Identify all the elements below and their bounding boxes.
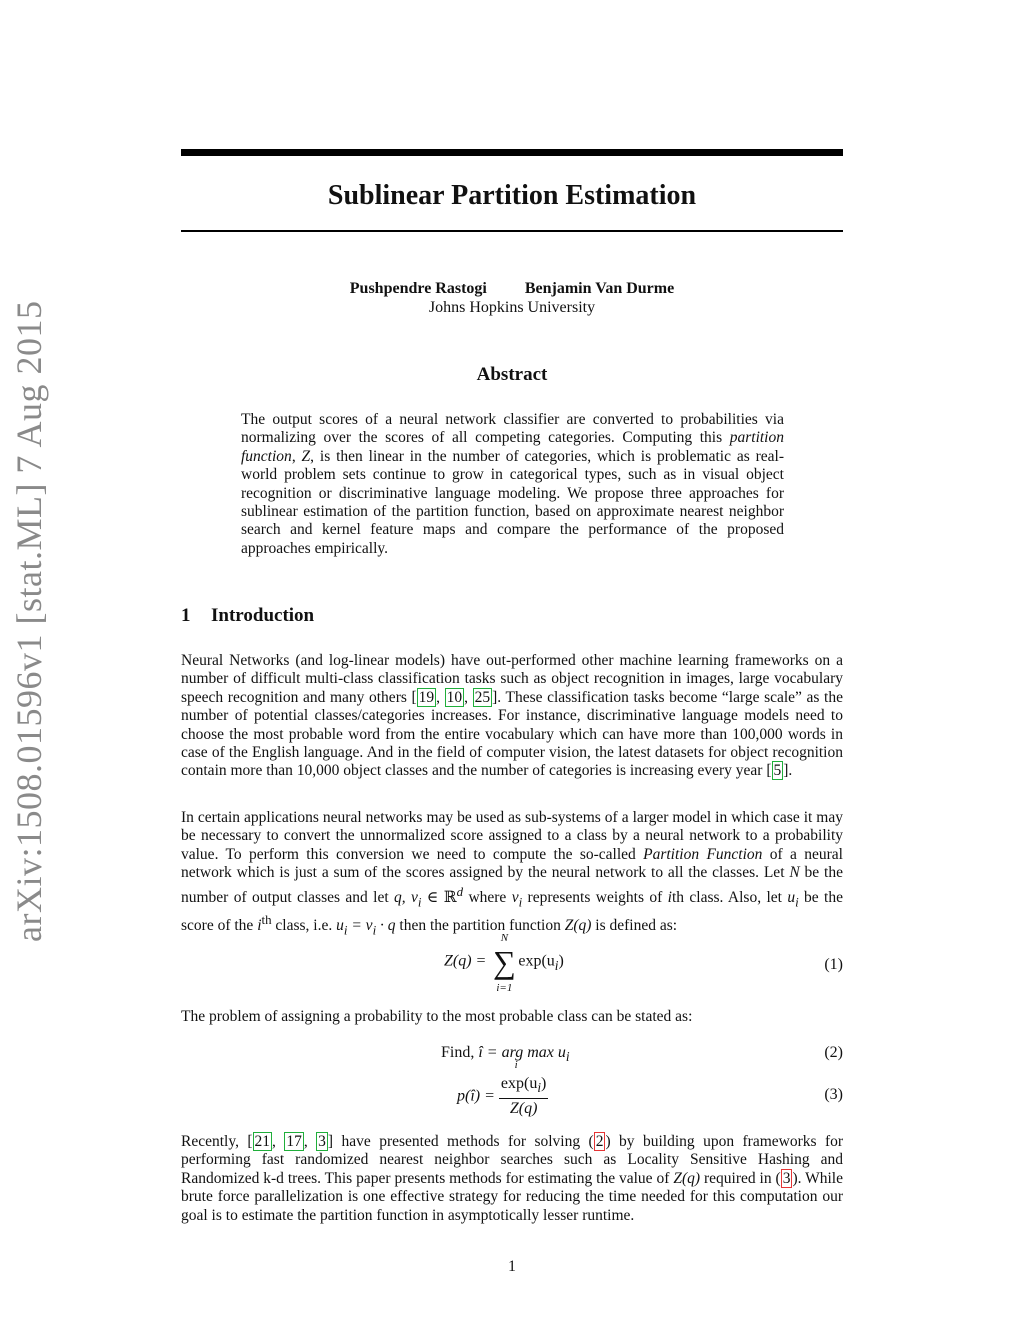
paragraph: In certain applications neural networks may be used as sub-systems of a larger model in which case it may be necessary to convert the unnormalized score assigned to a class by a neural network to a probability value. To perform this conversion we need to compute the so-called Partition Function of a neural network which is just a sum of the scores assigned by the neural network to all the classes. Let N be the number of output classes and let q, $v_i$ ∈ ℝ$^d$ where $v_i$ represents weights of ith class. Also, let $u_i$ be the score of the $i^{th}$ class, i.e. $u_i = v_i \cdot q$ then the partition function Z(q) is defined as: <box>181 809 843 938</box>
citation-link[interactable]: 10 <box>446 688 463 706</box>
author-names <box>181 279 843 298</box>
equation-body: p(î) = $\frac{\exp(u_i)}{Z(q)}$ <box>457 1075 547 1118</box>
title-rule-top <box>181 149 843 156</box>
citation-link[interactable]: 25 <box>474 688 491 706</box>
fraction: $\frac{\exp(u_i)}{Z(q)}$ <box>500 1075 547 1118</box>
emphasis: Partition Function <box>643 845 763 863</box>
paper-title: Sublinear Partition Estimation <box>327 180 697 211</box>
section-title: Introduction <box>211 605 315 626</box>
equation-body: Find, î = arg max i $u_i$ <box>441 1044 570 1071</box>
page-number: 1 <box>508 1258 516 1275</box>
author-name: Pushpendre Rastogi <box>349 280 487 297</box>
paragraph: Neural Networks (and log-linear models) have out-performed other machine learning frameworks on a number of difficult multi-class classification tasks such as object recognition in images, large vocabulary speech recognition and many others [ 19 , 10 , 25 ]. These classification tasks become “large scale” as the number of potential classes/categories increases. For instance, discriminative language models need to choose the most probable word from the entire vocabulary which can have more than 100,000 words in case of the English language. And in the field of computer vision, the latest datasets for object recognition contain more than 10,000 object classes and the number of categories is increasing every year [ 5 ]. <box>181 652 843 780</box>
citation-link[interactable]: 19 <box>418 688 435 706</box>
equation-body: Z(q) = N ∑ i=1 $\exp(u_i)$ <box>444 932 564 994</box>
section-number: 1 <box>181 605 191 626</box>
section-heading <box>181 605 314 627</box>
citation-link[interactable]: 17 <box>286 1133 302 1150</box>
paragraph: The problem of assigning a probability to the most probable class can be stated as: <box>181 1008 693 1025</box>
abstract-text: The output scores of a neural network classifier are converted to probabilities via normalizing over the scores of all competing categories. Computing this partition function, Z, is then linear in the number of categories, which is problematic as real-world problem sets continue to grow in categorical types, such as in visual object recognition or discriminative language modeling. We propose three approaches for sublinear estimation of the partition function, based on approximate nearest neighbor search and kernel feature maps and compare the performance of the proposed approaches empirically. <box>241 411 784 557</box>
equation-number: (1) <box>824 956 843 973</box>
math-symbol: Z <box>301 447 311 465</box>
equation-number: (3) <box>824 1086 843 1103</box>
equation-reference-link[interactable]: 2 <box>595 1133 604 1150</box>
citation-link[interactable]: 5 <box>773 762 782 780</box>
equation-3 <box>181 1074 843 1118</box>
arxiv-stamp: arXiv:1508.01596v1 [stat.ML] 7 Aug 2015 <box>9 300 49 942</box>
equation-number: (2) <box>824 1044 843 1061</box>
equation-reference-link[interactable]: 3 <box>782 1169 791 1187</box>
equation-2 <box>181 1042 843 1072</box>
equation-1 <box>181 932 843 998</box>
paragraph: Recently, [ 21 , 17 , 3 ] have presented methods for solving ( 2 ) by building upon frameworks for performing fast randomized nearest neighbor searches such as Locality Sensitive Hashing and Randomized k-d trees. This paper presents methods for estimating the value of Z(q) required in ( 3 ). While brute force parallelization is one effective strategy for reducing the time needed for this computation our goal is to estimate the partition function in asymptotically lesser runtime. <box>181 1133 844 1224</box>
citation-link[interactable]: 3 <box>318 1133 326 1150</box>
sum-symbol: N ∑ i=1 <box>492 932 516 994</box>
abstract-heading: Abstract <box>476 364 548 385</box>
citation-link[interactable]: 21 <box>254 1133 271 1150</box>
title-rule-bottom <box>181 230 843 232</box>
affiliation: Johns Hopkins University <box>428 299 596 316</box>
emphasis: partition function <box>241 429 784 465</box>
author-name: Benjamin Van Durme <box>524 280 675 297</box>
author-block <box>181 279 843 317</box>
